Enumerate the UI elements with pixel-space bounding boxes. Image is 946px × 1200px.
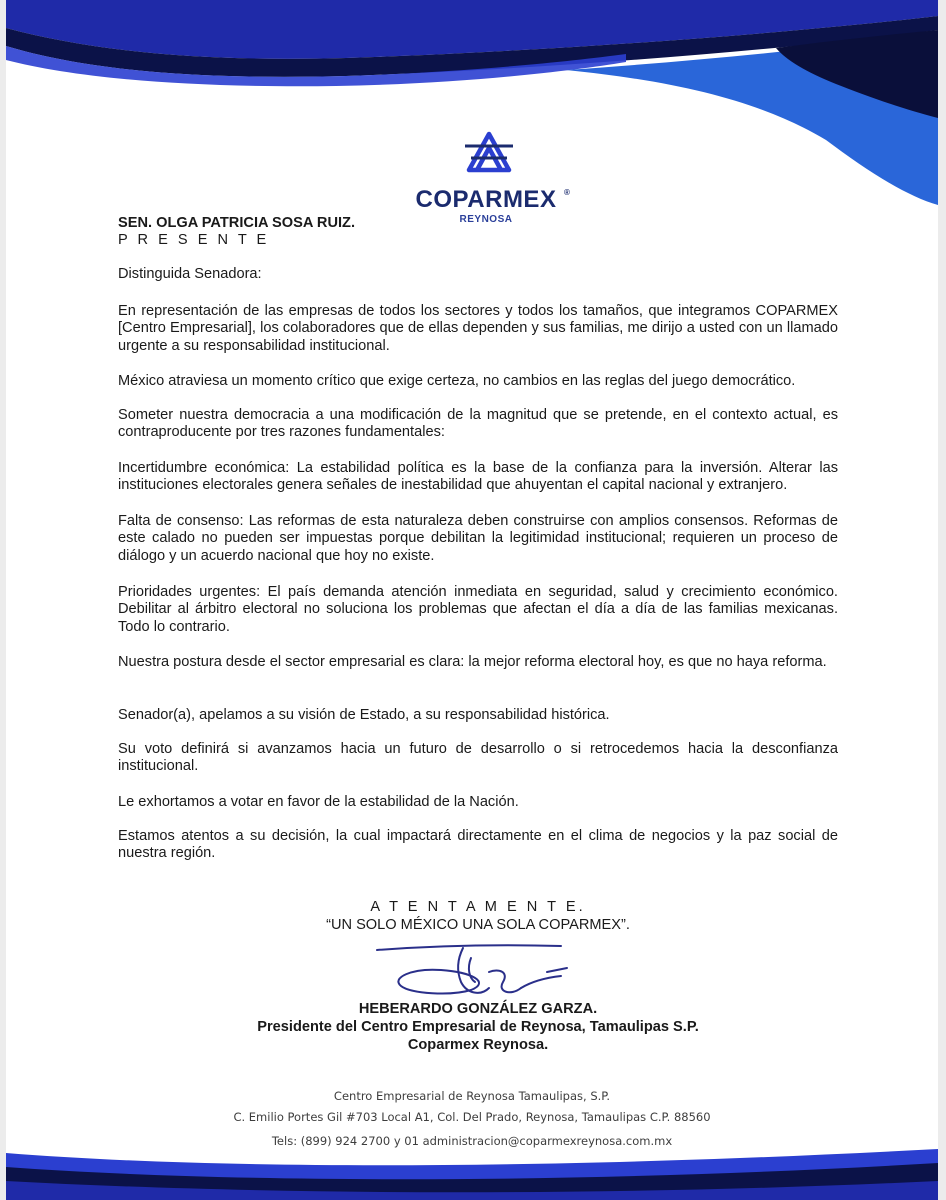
valediction: A T E N T A M E N T E.	[370, 899, 586, 915]
footer-contact: Tels: (899) 924 2700 y 01 administracion@coparmexreynosa.com.mx	[271, 1134, 673, 1148]
paragraph-11: Estamos atentos a su decisión, la cual impactará directamente en el clima de negocios y la paz social de nuestra región.	[118, 828, 838, 862]
letter-page	[6, 0, 938, 1200]
paragraph-3: Someter nuestra democracia a una modificación de la magnitud que se pretende, en el contexto actual, es contraproducente por tres razones fundamentales:	[118, 407, 838, 441]
footer-address: C. Emilio Portes Gil #703 Local A1, Col. Del Prado, Reynosa, Tamaulipas C.P. 88560	[233, 1110, 711, 1124]
coparmex-logo	[406, 126, 576, 226]
footer-organization: Centro Empresarial de Reynosa Tamaulipas, S.P.	[333, 1089, 611, 1103]
paragraph-4: Incertidumbre económica: La estabilidad política es la base de la confianza para la inversión. Alterar las instituciones electorales genera señales de inestabilidad que ahuyentan el capital nacional y extranjero.	[118, 460, 838, 494]
recipient-name: SEN. OLGA PATRICIA SOSA RUIZ.	[118, 215, 356, 231]
paragraph-9: Su voto definirá si avanzamos hacia un futuro de desarrollo o si retrocedemos hacia la desconfianza institucional.	[118, 741, 838, 775]
registered-mark: ®	[564, 188, 570, 197]
logo-wordmark: COPARMEX	[415, 186, 557, 213]
recipient-presente: P R E S E N T E	[118, 232, 270, 248]
signatory-name: HEBERARDO GONZÁLEZ GARZA.	[358, 1001, 598, 1017]
paragraph-1: En representación de las empresas de todos los sectores y todos los tamaños, que integramos COPARMEX [Centro Empresarial], los colaboradores que de ellas dependen y sus familias, me dirijo a usted con un llamado urgente a su responsabilidad institucional.	[118, 303, 838, 354]
paragraph-5: Falta de consenso: Las reformas de esta naturaleza deben construirse con amplios consensos. Reformas de este calado no pueden ser impuestas porque debilitan la legitimidad institucional; requieren un proceso de diálogo y un acuerdo nacional que hoy no existe.	[118, 513, 838, 564]
motto: “UN SOLO MÉXICO UNA SOLA COPARMEX”.	[326, 917, 630, 933]
paragraph-2: México atraviesa un momento crítico que exige certeza, no cambios en las reglas del juego democrático.	[118, 373, 796, 389]
handwritten-signature	[371, 938, 581, 1004]
paragraph-6: Prioridades urgentes: El país demanda atención inmediata en seguridad, salud y crecimiento económico. Debilitar al árbitro electoral no soluciona los problemas que afectan el día a día de las familias mexicanas. Todo lo contrario.	[118, 584, 838, 635]
paragraph-8: Senador(a), apelamos a su visión de Estado, a su responsabilidad histórica.	[118, 707, 610, 723]
signatory-title: Presidente del Centro Empresarial de Reynosa, Tamaulipas S.P.	[257, 1019, 699, 1035]
greeting: Distinguida Senadora:	[118, 266, 262, 282]
logo-city: REYNOSA	[459, 214, 513, 225]
paragraph-7: Nuestra postura desde el sector empresarial es clara: la mejor reforma electoral hoy, es que no haya reforma.	[118, 654, 827, 670]
letterhead-bottom-banner	[6, 1125, 938, 1200]
paragraph-10: Le exhortamos a votar en favor de la estabilidad de la Nación.	[118, 794, 519, 810]
signatory-organization: Coparmex Reynosa.	[407, 1037, 549, 1053]
coparmex-emblem-icon	[463, 126, 515, 174]
